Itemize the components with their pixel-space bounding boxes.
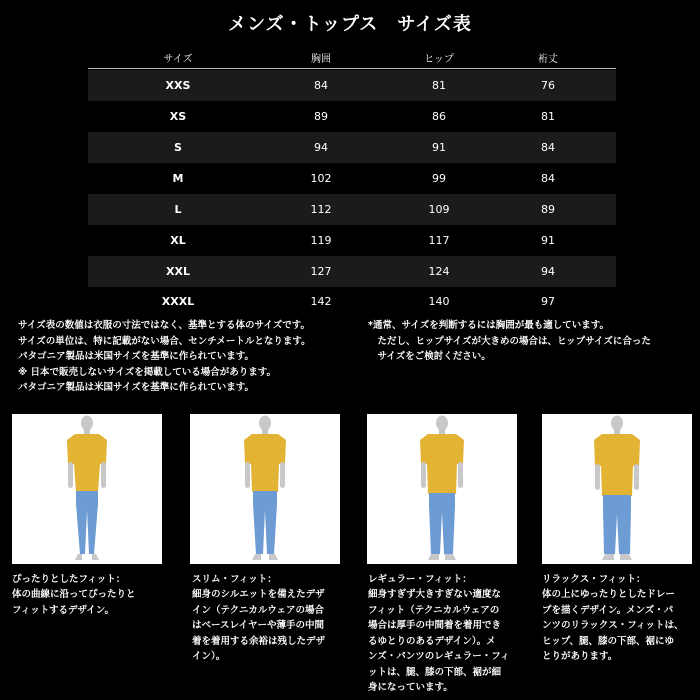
chest-cell: 119 <box>310 234 332 247</box>
chest-cell: 127 <box>310 265 332 278</box>
fit-desc-fitted: 体の曲線に沿ってぴったりと フィットするデザイン。 <box>12 589 136 616</box>
mannequin-regular-icon <box>367 414 517 564</box>
notes-right: *通常、サイズを判断するには胸囲が最も適しています。 ただし、ヒップサイズが大きめの場合は、ヒップサイズに合った サイズをご検討ください。 <box>368 320 651 362</box>
hip-cell: 117 <box>428 234 450 247</box>
sleeve-cell: 81 <box>541 110 555 123</box>
fit-image-fitted <box>12 414 162 564</box>
chest-cell: 142 <box>310 294 332 308</box>
hip-cell: 140 <box>428 294 450 308</box>
size-cell: S <box>174 141 182 154</box>
table-row <box>88 194 616 225</box>
hip-cell: 81 <box>432 79 446 92</box>
chest-cell: 84 <box>314 79 328 92</box>
header-sleeve: 裄丈 <box>538 53 558 65</box>
fit-desc-relaxed: 体の上にゆったりとしたドレー プを描くデザイン。メンズ・パ ンツのリラックス・フィットは、 ヒップ、腿、膝の下部、裾にゆ とりがあります。 <box>542 589 684 662</box>
size-cell: XXS <box>165 79 191 92</box>
sleeve-cell: 94 <box>541 265 555 278</box>
chest-cell: 102 <box>310 172 332 185</box>
fit-image-relaxed <box>542 414 692 564</box>
table-row <box>88 132 616 163</box>
fit-desc-regular: 細身すぎず大きすぎない適度な フィット（テクニカルウェアの 場合は厚手の中間着を着用でき るゆとりのあるデザイン）。メ ンズ・パンツのレギュラー・フィ ットは、腿、膝の下部、裾が細 身になっています。 <box>368 589 510 693</box>
header-hip: ヒップ <box>424 53 454 65</box>
hip-cell: 124 <box>428 265 450 278</box>
hip-cell: 109 <box>428 203 450 216</box>
table-row <box>88 70 616 101</box>
hip-cell: 91 <box>432 141 446 154</box>
table-row <box>88 256 616 287</box>
size-cell: XS <box>169 110 187 123</box>
table-row <box>88 101 616 132</box>
chest-cell: 112 <box>310 203 332 216</box>
chest-cell: 89 <box>314 110 328 123</box>
mannequin-fitted-icon <box>12 414 162 564</box>
table-row <box>88 225 616 256</box>
notes-left: サイズ表の数値は衣服の寸法ではなく、基準とする体のサイズです。 サイズの単位は、特に記載がない場合、センチメートルとなります。 パタゴニア製品は米国サイズを基準に作られています。 ※ 日本で販売しないサイズを掲載している場合があります。 パタゴニア製品は米国サイズを基準に作られています。 <box>18 320 311 393</box>
fit-title-regular: レギュラー・フィット： <box>368 574 472 585</box>
sleeve-cell: 84 <box>541 172 555 185</box>
fit-image-regular <box>367 414 517 564</box>
header-size: サイズ <box>163 53 193 65</box>
fit-desc-slim: 細身のシルエットを備えたデザ イン（テクニカルウェアの場合 はベースレイヤーや薄手の中間 着を着用する余裕は残したデザ イン）。 <box>192 589 326 662</box>
size-cell: XXL <box>166 265 190 278</box>
page-title: メンズ・トップス サイズ表 <box>228 14 472 35</box>
size-cell: XL <box>170 234 186 247</box>
header-chest: 胸囲 <box>311 53 331 65</box>
hip-cell: 86 <box>432 110 446 123</box>
sleeve-cell: 91 <box>541 234 555 247</box>
size-cell: M <box>172 172 184 185</box>
fit-image-slim <box>190 414 340 564</box>
hip-cell: 99 <box>432 172 446 185</box>
table-header <box>88 46 616 69</box>
fit-title-slim: スリム・フィット： <box>192 574 277 585</box>
sleeve-cell: 97 <box>541 294 555 308</box>
sleeve-cell: 89 <box>541 203 555 216</box>
sleeve-cell: 84 <box>541 141 555 154</box>
mannequin-relaxed-icon <box>542 414 692 564</box>
chest-cell: 94 <box>314 141 328 154</box>
fit-title-fitted: ぴったりとしたフィット： <box>12 574 126 585</box>
sleeve-cell: 76 <box>541 79 555 92</box>
size-cell: XXXL <box>161 294 195 308</box>
mannequin-slim-icon <box>190 414 340 564</box>
table-row <box>88 163 616 194</box>
fit-title-relaxed: リラックス・フィット： <box>542 574 646 585</box>
size-cell: L <box>174 203 182 216</box>
table-row <box>88 287 616 315</box>
